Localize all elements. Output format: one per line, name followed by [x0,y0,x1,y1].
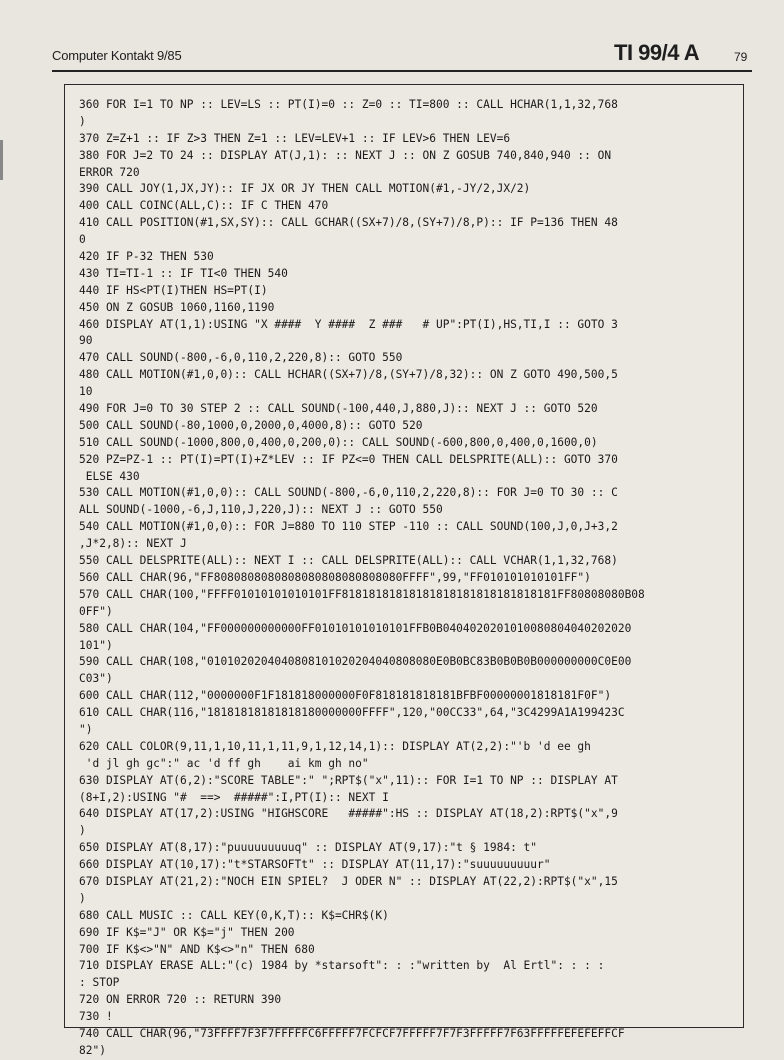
code-line: (8+I,2):USING "# ==> #####":I,PT(I):: NEXT I [79,790,389,804]
code-line: ALL SOUND(-1000,-6,J,110,J,220,J):: NEXT J :: GOTO 550 [79,503,443,517]
code-line: ) [79,824,86,838]
code-line: 490 FOR J=0 TO 30 STEP 2 :: CALL SOUND(-100,440,J,880,J):: NEXT J :: GOTO 520 [79,402,598,416]
code-line: 460 DISPLAY AT(1,1):USING "X #### Y #### Z ### # UP":PT(I),HS,TI,I :: GOTO 3 [79,317,618,331]
code-line: 640 DISPLAY AT(17,2):USING "HIGHSCORE #####":HS :: DISPLAY AT(18,2):RPT$("x",9 [79,807,618,821]
page-header [52,40,752,70]
code-line: 510 CALL SOUND(-1000,800,0,400,0,200,0):: CALL SOUND(-600,800,0,400,0,1600,0) [79,435,598,449]
code-line: 500 CALL SOUND(-80,1000,0,2000,0,4000,8):: GOTO 520 [79,418,423,432]
code-line: ERROR 720 [79,165,140,179]
code-line: 480 CALL MOTION(#1,0,0):: CALL HCHAR((SX+7)/8,(SY+7)/8,32):: ON Z GOTO 490,500,5 [79,368,618,382]
code-line: 0 [79,233,86,247]
code-line: 710 DISPLAY ERASE ALL:"(c) 1984 by *starsoft": : :"written by Al Ertl": : : : [79,959,605,973]
code-line: ELSE 430 [79,469,140,483]
code-line: 650 DISPLAY AT(8,17):"puuuuuuuuuq" :: DISPLAY AT(9,17):"t § 1984: t" [79,841,538,855]
code-line: ") [79,722,93,736]
code-line: 420 IF P-32 THEN 530 [79,250,214,264]
code-line: ) [79,114,86,128]
code-line: 520 PZ=PZ-1 :: PT(I)=PT(I)+Z*LEV :: IF PZ<=0 THEN CALL DELSPRITE(ALL):: GOTO 370 [79,452,618,466]
code-line: 610 CALL CHAR(116,"18181818181818180000000FFFF",120,"00CC33",64,"3C4299A1A199423C [79,706,625,720]
code-line: 660 DISPLAY AT(10,17):"t*STARSOFTt" :: DISPLAY AT(11,17):"suuuuuuuuur" [79,858,551,872]
code-line: 430 TI=TI-1 :: IF TI<0 THEN 540 [79,266,288,280]
code-line: 670 DISPLAY AT(21,2):"NOCH EIN SPIEL? J ODER N" :: DISPLAY AT(22,2):RPT$("x",15 [79,874,618,888]
code-line: 720 ON ERROR 720 :: RETURN 390 [79,993,282,1007]
code-line: 'd jl gh gc":" ac 'd ff gh ai km gh no" [79,756,369,770]
code-line: 600 CALL CHAR(112,"0000000F1F181818000000F0F818181818181BFBF00000001818181F0F") [79,689,612,703]
system-title: TI 99/4 A [614,40,700,65]
code-line: 82") [79,1043,106,1057]
code-line: 630 DISPLAY AT(6,2):"SCORE TABLE":" ";RPT$("x",11):: FOR I=1 TO NP :: DISPLAY AT [79,773,618,787]
code-line: 390 CALL JOY(1,JX,JY):: IF JX OR JY THEN CALL MOTION(#1,-JY/2,JX/2) [79,182,531,196]
code-line: 530 CALL MOTION(#1,0,0):: CALL SOUND(-800,-6,0,110,2,220,8):: FOR J=0 TO 30 :: C [79,486,618,500]
code-line: 360 FOR I=1 TO NP :: LEV=LS :: PT(I)=0 :: Z=0 :: TI=800 :: CALL HCHAR(1,1,32,768 [79,98,618,111]
code-line: 470 CALL SOUND(-800,-6,0,110,2,220,8):: GOTO 550 [79,351,403,365]
code-line: 450 ON Z GOSUB 1060,1160,1190 [79,300,275,314]
header-rule [52,70,752,72]
code-line: 740 CALL CHAR(96,"73FFFF7F3F7FFFFFC6FFFFF7FCFCF7FFFFF7F7F3FFFFF7F63FFFFFEFEFEFFCF [79,1026,625,1040]
code-line: C03") [79,672,113,686]
code-line: 590 CALL CHAR(108,"0101020204040808101020204040808080E0B0BC83B0B0B0B000000000C0E00 [79,655,632,669]
program-listing-box [64,84,744,1057]
code-line: 370 Z=Z+1 :: IF Z>3 THEN Z=1 :: LEV=LEV+1 :: IF LEV>6 THEN LEV=6 [79,131,511,145]
code-line: 580 CALL CHAR(104,"FF000000000000FF01010101010101FFB0B0404020201010080804040202020 [79,621,632,635]
code-line: 690 IF K$="J" OR K$="j" THEN 200 [79,925,295,939]
code-line: 540 CALL MOTION(#1,0,0):: FOR J=880 TO 110 STEP -110 :: CALL SOUND(100,J,0,J+3,2 [79,520,618,534]
code-line: 400 CALL COINC(ALL,C):: IF C THEN 470 [79,199,329,213]
code-line: 680 CALL MUSIC :: CALL KEY(0,K,T):: K$=CHR$(K) [79,908,389,922]
code-line: 101") [79,638,113,652]
code-line: : STOP [79,976,120,990]
binder-mark [0,140,3,180]
program-listing [79,97,739,1060]
code-line: 700 IF K$<>"N" AND K$<>"n" THEN 680 [79,942,315,956]
code-line: 0FF") [79,604,113,618]
code-line: 730 ! [79,1010,113,1024]
code-line: 620 CALL COLOR(9,11,1,10,11,1,11,9,1,12,14,1):: DISPLAY AT(2,2):"'b 'd ee gh [79,739,591,753]
code-line: 560 CALL CHAR(96,"FF8080808080808080808080808080FFFF",99,"FF010101010101FF") [79,570,591,584]
code-line: ) [79,891,86,905]
code-line: ,J*2,8):: NEXT J [79,537,187,551]
code-line: 380 FOR J=2 TO 24 :: DISPLAY AT(J,1): :: NEXT J :: ON Z GOSUB 740,840,940 :: ON [79,148,612,162]
code-line: 10 [79,385,93,399]
code-line: 550 CALL DELSPRITE(ALL):: NEXT I :: CALL DELSPRITE(ALL):: CALL VCHAR(1,1,32,768) [79,554,618,568]
code-line: 570 CALL CHAR(100,"FFFF01010101010101FF81818181818181818181818181818181FF80808080B08 [79,587,645,601]
magazine-title: Computer Kontakt 9/85 [52,48,182,63]
page-number: 79 [734,50,748,64]
code-line: 90 [79,334,93,348]
code-line: 410 CALL POSITION(#1,SX,SY):: CALL GCHAR((SX+7)/8,(SY+7)/8,P):: IF P=136 THEN 48 [79,216,618,230]
code-line: 440 IF HS<PT(I)THEN HS=PT(I) [79,283,268,297]
